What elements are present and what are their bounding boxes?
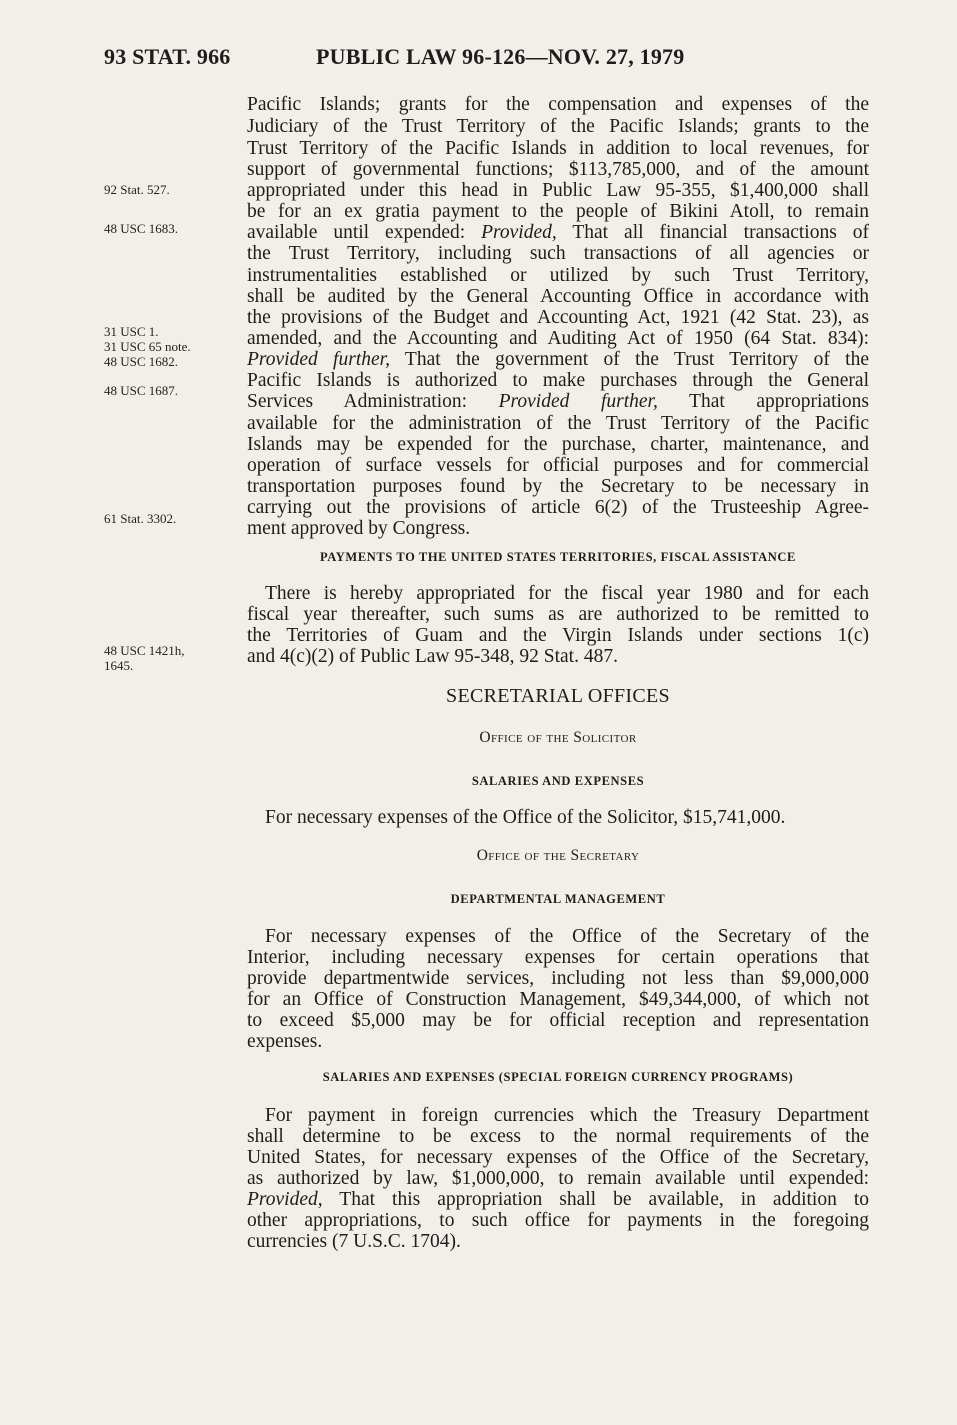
margin-note: 48 USC 1683. xyxy=(104,221,179,236)
text-line: fiscal year thereafter, such sums as are authorized to be remitted to xyxy=(247,604,869,625)
text-line xyxy=(247,1189,869,1210)
text-line: currencies (7 U.S.C. 1704). xyxy=(247,1231,461,1252)
text-line: as authorized by law, $1,000,000, to remain available until expended: xyxy=(247,1168,869,1189)
text-line: shall be audited by the General Accounting Office in accordance with xyxy=(247,286,869,307)
text-line: the Territories of Guam and the Virgin Islands under sections 1(c) xyxy=(247,625,869,646)
text-line: For payment in foreign currencies which the Treasury Department xyxy=(265,1105,869,1126)
text-line: instrumentalities established or utilized by such Trust Territory, xyxy=(247,265,869,286)
text-line: expenses. xyxy=(247,1031,323,1052)
text-run: Services Administration: xyxy=(247,391,499,412)
text-line: other appropriations, to such office for payments in the foregoing xyxy=(247,1210,869,1231)
text-line xyxy=(247,391,869,412)
page-header-title: PUBLIC LAW 96-126—NOV. 27, 1979 xyxy=(316,44,685,69)
italic-proviso: Provided, xyxy=(247,1189,323,1210)
margin-note: 48 USC 1687. xyxy=(104,383,179,398)
text-line: For necessary expenses of the Office of the Solicitor, $15,741,000. xyxy=(265,807,786,828)
text-line: United States, for necessary expenses of the Office of the Secretary, xyxy=(247,1147,869,1168)
text-line: support of governmental functions; $113,785,000, and of the amount xyxy=(247,159,869,180)
text-run: That this appropriation shall be available, in addition to xyxy=(322,1189,869,1210)
margin-note: 61 Stat. 3302. xyxy=(104,511,177,526)
text-line: transportation purposes found by the Secretary to be necessary in xyxy=(247,476,869,497)
text-line: Pacific Islands; grants for the compensation and expenses of the xyxy=(247,94,869,115)
italic-proviso: Provided further, xyxy=(498,391,658,412)
margin-note: 92 Stat. 527. xyxy=(104,182,170,197)
text-line: Judiciary of the Trust Territory of the Pacific Islands; grants to the xyxy=(247,116,869,137)
margin-note: 31 USC 1. xyxy=(104,324,159,339)
text-line: shall determine to be excess to the normal requirements of the xyxy=(247,1126,869,1147)
text-line: amended, and the Accounting and Auditing Act of 1950 (64 Stat. 834): xyxy=(247,328,869,349)
text-run: That appropriations xyxy=(657,391,870,412)
margin-note: 48 USC 1682. xyxy=(104,354,179,369)
text-run: available until expended: xyxy=(247,222,482,243)
italic-proviso: Provided further, xyxy=(247,349,390,370)
section-heading-payments: PAYMENTS TO THE UNITED STATES TERRITORIES, FISCAL ASSISTANCE xyxy=(320,550,796,564)
margin-note: 48 USC 1421h, xyxy=(104,643,185,658)
text-line: the provisions of the Budget and Accounting Act, 1921 (42 Stat. 23), as xyxy=(247,307,869,328)
text-line: and 4(c)(2) of Public Law 95-348, 92 Stat. 487. xyxy=(247,646,618,667)
heading-special-foreign-currency: SALARIES AND EXPENSES (SPECIAL FOREIGN CURRENCY PROGRAMS) xyxy=(322,1070,794,1084)
heading-office-of-secretary: Office of the Secretary xyxy=(476,847,640,864)
text-line: the Trust Territory, including such transactions of all agencies or xyxy=(247,243,869,264)
text-line: be for an ex gratia payment to the people of Bikini Atoll, to remain xyxy=(247,201,869,222)
text-line: to exceed $5,000 may be for official reception and representation xyxy=(247,1010,869,1031)
heading-office-of-solicitor: Office of the Solicitor xyxy=(479,729,637,746)
text-line: Interior, including necessary expenses for certain operations that xyxy=(247,947,869,968)
margin-note: 1645. xyxy=(104,658,134,673)
italic-proviso: Provided, xyxy=(481,222,557,243)
text-line: Islands may be expended for the purchase, charter, maintenance, and xyxy=(247,434,869,455)
heading-salaries-and-expenses: SALARIES AND EXPENSES xyxy=(471,774,645,788)
text-line: For necessary expenses of the Office of the Secretary of the xyxy=(265,926,869,947)
text-line: for an Office of Construction Management, $49,344,000, of which not xyxy=(247,989,869,1010)
margin-note: 31 USC 65 note. xyxy=(104,339,191,354)
text-run: That all financial transactions of xyxy=(556,222,869,243)
text-line: ment approved by Congress. xyxy=(247,518,471,539)
text-line: available for the administration of the Trust Territory of the Pacific xyxy=(247,413,869,434)
section-title-secretarial-offices: SECRETARIAL OFFICES xyxy=(446,685,670,707)
text-line: carrying out the provisions of article 6(2) of the Trusteeship Agree- xyxy=(247,497,869,518)
page-header-stat: 93 STAT. 966 xyxy=(104,44,231,69)
heading-departmental-management: DEPARTMENTAL MANAGEMENT xyxy=(450,892,666,906)
text-line: appropriated under this head in Public Law 95-355, $1,400,000 shall xyxy=(247,180,869,201)
text-line: provide departmentwide services, including not less than $9,000,000 xyxy=(247,968,869,989)
text-run: That the government of the Trust Territory of the xyxy=(389,349,869,370)
text-line: Trust Territory of the Pacific Islands in addition to local revenues, for xyxy=(247,138,869,159)
text-line: operation of surface vessels for official purposes and for commercial xyxy=(247,455,869,476)
text-line: There is hereby appropriated for the fiscal year 1980 and for each xyxy=(265,583,869,604)
text-line xyxy=(247,222,869,243)
text-line: Pacific Islands is authorized to make purchases through the General xyxy=(247,370,869,391)
text-line xyxy=(247,349,869,370)
